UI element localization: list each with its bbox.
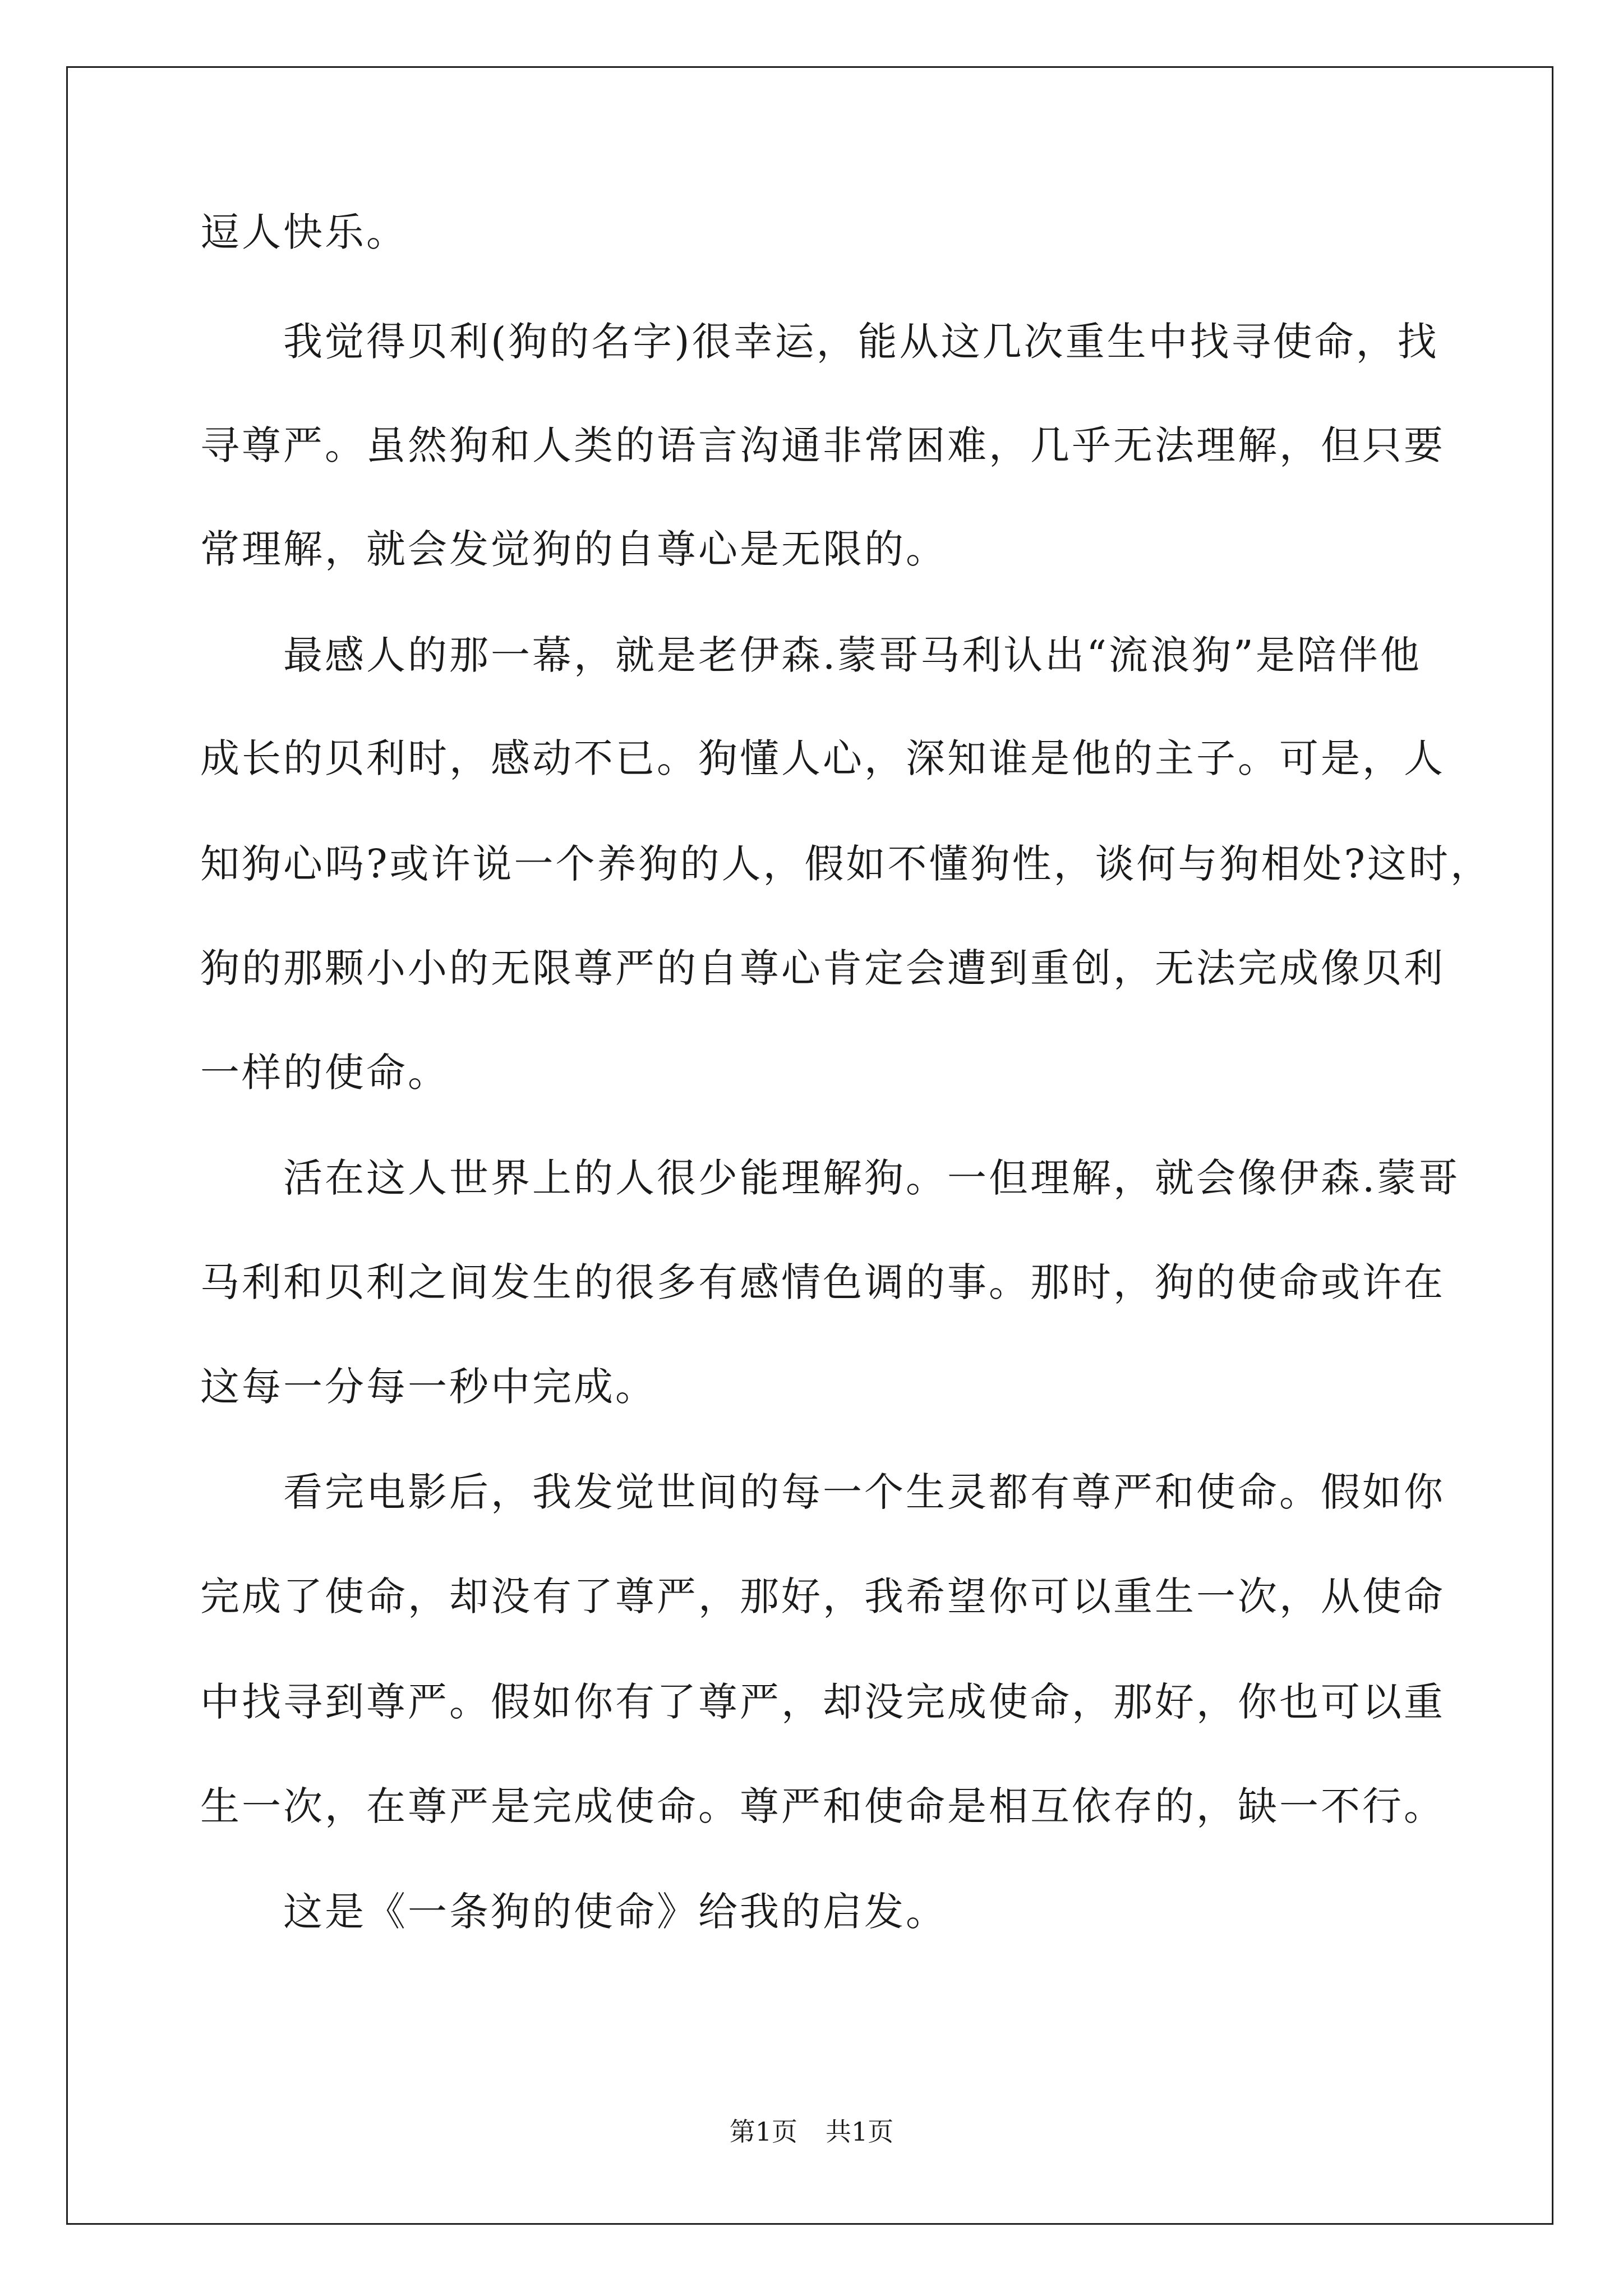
text-line: 狗的那颗小小的无限尊严的自尊心肯定会遭到重创，无法完成像贝利 bbox=[200, 945, 1445, 991]
text-line: 生一次，在尊严是完成使命。尊严和使命是相互依存的，缺一不行。 bbox=[200, 1783, 1445, 1829]
text-line: 活在这人世界上的人很少能理解狗。一但理解，就会像伊森.蒙哥 bbox=[283, 1155, 1460, 1201]
text-line: 成长的贝利时，感动不已。狗懂人心，深知谁是他的主子。可是，人 bbox=[200, 735, 1445, 781]
text-line: 知狗心吗?或许说一个养狗的人，假如不懂狗性，谈何与狗相处?这时， bbox=[200, 841, 1492, 887]
page-total: 共1页 bbox=[826, 2116, 894, 2147]
page-number: 第1页 bbox=[729, 2116, 797, 2147]
page-footer bbox=[0, 2115, 1623, 2148]
text-line: 这是《一条狗的使命》给我的启发。 bbox=[283, 1889, 947, 1935]
text-line: 这每一分每一秒中完成。 bbox=[200, 1364, 657, 1410]
text-line: 寻尊严。虽然狗和人类的语言沟通非常困难，几乎无法理解，但只要 bbox=[200, 422, 1445, 468]
text-line: 马利和贝利之间发生的很多有感情色调的事。那时，狗的使命或许在 bbox=[200, 1259, 1445, 1305]
text-line: 最感人的那一幕，就是老伊森.蒙哥马利认出“流浪狗”是陪伴他 bbox=[283, 632, 1422, 678]
text-line: 中找寻到尊严。假如你有了尊严，却没完成使命，那好，你也可以重 bbox=[200, 1679, 1445, 1725]
text-line: 一样的使命。 bbox=[200, 1050, 449, 1096]
text-line: 完成了使命，却没有了尊严，那好，我希望你可以重生一次，从使命 bbox=[200, 1573, 1445, 1619]
text-line: 我觉得贝利(狗的名字)很幸运，能从这几次重生中找寻使命，找 bbox=[283, 319, 1439, 365]
text-line: 逗人快乐。 bbox=[200, 209, 408, 255]
text-line: 常理解，就会发觉狗的自尊心是无限的。 bbox=[200, 526, 947, 572]
text-line: 看完电影后，我发觉世间的每一个生灵都有尊严和使命。假如你 bbox=[283, 1469, 1445, 1515]
